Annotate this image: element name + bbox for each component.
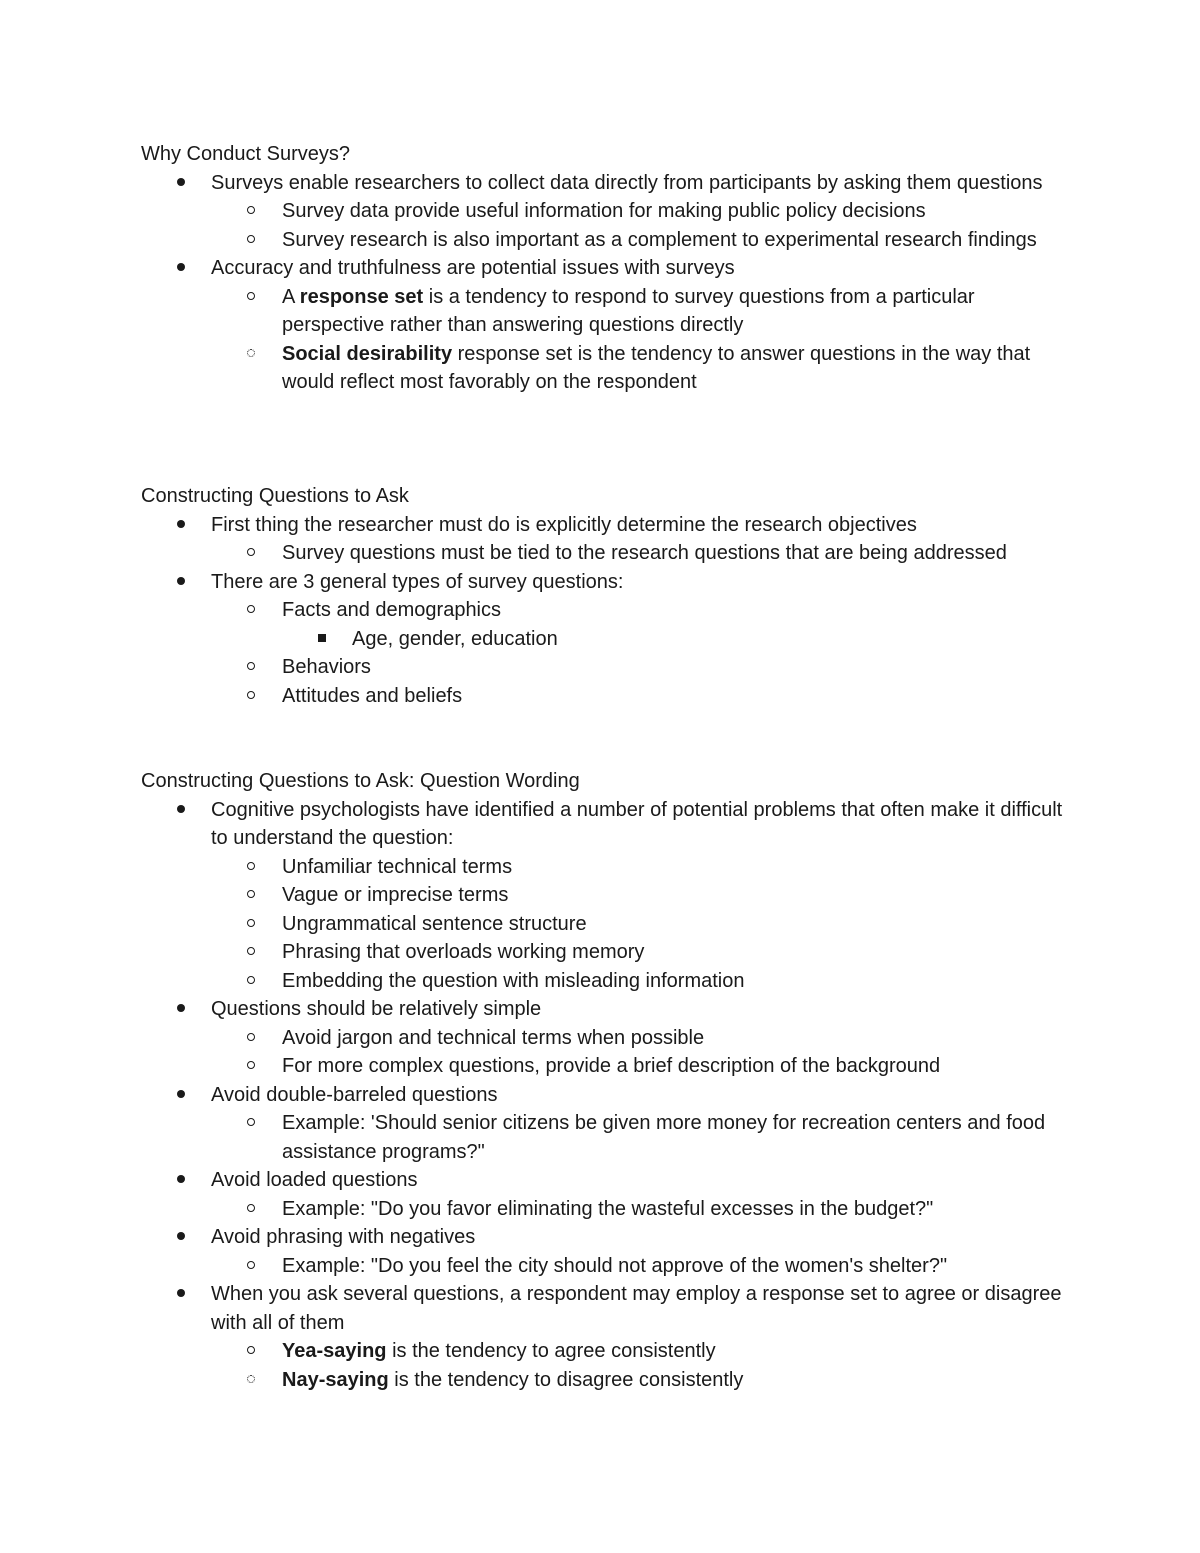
bullet-list bbox=[141, 511, 1081, 711]
section-constructing-questions bbox=[141, 482, 1081, 710]
sub-sub-list-item bbox=[282, 625, 1081, 654]
bullet-circle-icon bbox=[247, 967, 255, 996]
sub-list bbox=[211, 853, 1081, 996]
list-item-text: Avoid loaded questions bbox=[211, 1169, 418, 1191]
sub-list bbox=[211, 1024, 1081, 1081]
sub-list-item bbox=[211, 910, 1081, 939]
sub-list-item-text: Facts and demographics bbox=[282, 599, 502, 621]
list-item-text: First thing the researcher must do is explicitly determine the research objectives bbox=[211, 513, 917, 536]
sub-list-item-text-post: is the tendency to disagree consistently bbox=[388, 1368, 744, 1391]
sub-sub-list-item-text: Age, gender, education bbox=[352, 627, 558, 650]
sub-list-item-text: Survey data provide useful information for making public policy decisions bbox=[282, 200, 926, 222]
list-item-text: Avoid double-barreled questions bbox=[211, 1083, 498, 1106]
list-item bbox=[141, 995, 1081, 1081]
sub-list-item bbox=[211, 967, 1081, 996]
sub-list-item bbox=[211, 539, 1081, 568]
sub-list-item-text: Vague or imprecise terms bbox=[282, 884, 509, 906]
sub-list-item bbox=[211, 853, 1081, 882]
bullet-dot-icon bbox=[177, 1280, 185, 1309]
section-why-conduct-surveys bbox=[141, 140, 1081, 397]
list-item bbox=[141, 1166, 1081, 1223]
list-item bbox=[141, 796, 1081, 996]
sub-list-item bbox=[211, 1024, 1081, 1053]
bullet-circle-icon bbox=[247, 853, 255, 882]
bullet-circle-icon bbox=[247, 596, 255, 625]
sub-list-item-text: Unfamiliar technical terms bbox=[282, 855, 513, 878]
sub-list-item bbox=[211, 596, 1081, 653]
bullet-circle-icon bbox=[247, 1024, 255, 1053]
section-question-wording bbox=[141, 767, 1081, 1394]
list-item bbox=[141, 568, 1081, 711]
sub-list-item bbox=[211, 881, 1081, 910]
sub-list-item-text-pre: A bbox=[282, 285, 300, 308]
list-item-text: There are 3 general types of survey questions: bbox=[211, 570, 624, 593]
list-item bbox=[141, 169, 1081, 255]
sub-list-item bbox=[211, 1195, 1081, 1224]
bullet-circle-icon bbox=[247, 226, 255, 255]
bullet-dot-icon bbox=[177, 1166, 185, 1195]
sub-list-item-text: Example: "Do you favor eliminating the wasteful excesses in the budget?" bbox=[282, 1197, 934, 1220]
bullet-dot-icon bbox=[177, 995, 185, 1024]
bullet-dot-icon bbox=[177, 1223, 185, 1252]
sub-list-item-text: Ungrammatical sentence structure bbox=[282, 912, 587, 935]
sub-list-item-text: Embedding the question with misleading information bbox=[282, 969, 745, 992]
bullet-circle-icon bbox=[247, 910, 255, 939]
bullet-circle-icon bbox=[247, 1252, 255, 1281]
sub-list bbox=[211, 283, 1081, 397]
bullet-circle-icon bbox=[247, 1052, 255, 1081]
sub-list-item bbox=[211, 283, 1081, 340]
term-nay-saying: Nay-saying bbox=[282, 1368, 389, 1391]
list-item bbox=[141, 511, 1081, 568]
sub-list-item bbox=[211, 682, 1081, 711]
sub-list-item-text-post: is the tendency to agree consistently bbox=[386, 1340, 716, 1362]
list-item-text: When you ask several questions, a respondent may employ a response set to agree or disagree with all of them bbox=[211, 1283, 1062, 1334]
bullet-circle-icon bbox=[247, 653, 255, 682]
sub-list bbox=[211, 197, 1081, 254]
bullet-list bbox=[141, 796, 1081, 1395]
list-item bbox=[141, 1223, 1081, 1280]
sub-list-item bbox=[211, 1109, 1081, 1166]
sub-sub-list bbox=[282, 625, 1081, 654]
sub-list-item-text: Example: 'Should senior citizens be given more money for recreation centers and food assistance programs?" bbox=[282, 1112, 1046, 1163]
bullet-dot-icon bbox=[177, 511, 185, 540]
sub-list bbox=[211, 539, 1081, 568]
bullet-circle-icon bbox=[247, 197, 255, 226]
section-heading: Why Conduct Surveys? bbox=[141, 143, 350, 165]
list-item-text: Accuracy and truthfulness are potential issues with surveys bbox=[211, 257, 735, 279]
bullet-dot-icon bbox=[177, 254, 185, 283]
list-item-text: Questions should be relatively simple bbox=[211, 998, 542, 1020]
bullet-circle-icon bbox=[247, 340, 255, 369]
sub-list-item-text-post: is a tendency to respond to survey questions from a particular perspective rather than answering questions directly bbox=[282, 285, 975, 336]
sub-list-item bbox=[211, 226, 1081, 255]
bullet-dot-icon bbox=[177, 1081, 185, 1110]
bullet-circle-icon bbox=[247, 881, 255, 910]
list-item bbox=[141, 1081, 1081, 1167]
sub-list-item bbox=[211, 1052, 1081, 1081]
bullet-circle-icon bbox=[247, 1366, 255, 1395]
sub-list bbox=[211, 1337, 1081, 1394]
sub-list-item-text: For more complex questions, provide a brief description of the background bbox=[282, 1055, 941, 1077]
bullet-dot-icon bbox=[177, 169, 185, 198]
section-heading: Constructing Questions to Ask: Question Wording bbox=[141, 770, 580, 792]
term-response-set: response set bbox=[299, 285, 424, 308]
term-social-desirability: Social desirability bbox=[282, 342, 453, 365]
list-item bbox=[141, 254, 1081, 397]
sub-list-item-text: Behaviors bbox=[282, 656, 371, 678]
bullet-dot-icon bbox=[177, 796, 185, 825]
sub-list-item bbox=[211, 1337, 1081, 1366]
sub-list bbox=[211, 1252, 1081, 1281]
sub-list bbox=[211, 596, 1081, 710]
sub-list-item bbox=[211, 653, 1081, 682]
sub-list-item bbox=[211, 1366, 1081, 1395]
sub-list-item-text: Phrasing that overloads working memory bbox=[282, 941, 645, 963]
bullet-circle-icon bbox=[247, 938, 255, 967]
list-item-text: Cognitive psychologists have identified a number of potential problems that often make it difficult to understand the question: bbox=[211, 798, 1063, 849]
bullet-circle-icon bbox=[247, 1109, 255, 1138]
list-item-text: Avoid phrasing with negatives bbox=[211, 1226, 476, 1248]
bullet-circle-icon bbox=[247, 682, 255, 711]
list-item bbox=[141, 1280, 1081, 1394]
sub-list-item-text: Example: "Do you feel the city should not approve of the women's shelter?" bbox=[282, 1254, 948, 1277]
sub-list-item bbox=[211, 197, 1081, 226]
term-yea-saying: Yea-saying bbox=[282, 1340, 387, 1362]
bullet-dot-icon bbox=[177, 568, 185, 597]
sub-list-item-text: Survey research is also important as a complement to experimental research findings bbox=[282, 228, 1037, 251]
sub-list bbox=[211, 1109, 1081, 1166]
sub-list-item-text-post: response set is the tendency to answer questions in the way that would reflect most favorably on the respondent bbox=[282, 342, 1031, 393]
bullet-circle-icon bbox=[247, 1337, 255, 1366]
sub-list-item bbox=[211, 938, 1081, 967]
section-heading: Constructing Questions to Ask bbox=[141, 485, 409, 507]
sub-list-item-text: Avoid jargon and technical terms when possible bbox=[282, 1026, 705, 1049]
bullet-list bbox=[141, 169, 1081, 397]
list-item-text: Surveys enable researchers to collect data directly from participants by asking them questions bbox=[211, 171, 1043, 194]
sub-list-item-text: Survey questions must be tied to the research questions that are being addressed bbox=[282, 542, 1007, 564]
sub-list-item bbox=[211, 340, 1081, 397]
sub-list bbox=[211, 1195, 1081, 1224]
bullet-circle-icon bbox=[247, 539, 255, 568]
sub-list-item bbox=[211, 1252, 1081, 1281]
bullet-circle-icon bbox=[247, 283, 255, 312]
bullet-circle-icon bbox=[247, 1195, 255, 1224]
bullet-square-icon bbox=[318, 625, 326, 654]
sub-list-item-text: Attitudes and beliefs bbox=[282, 684, 463, 707]
